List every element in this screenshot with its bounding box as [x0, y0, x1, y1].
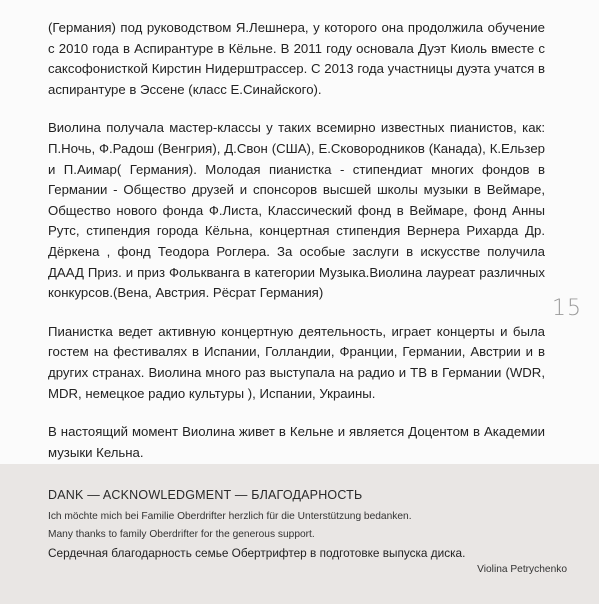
acknowledgment-english: Many thanks to family Oberdrifter for the generous support. [48, 529, 315, 540]
body-text [48, 18, 545, 481]
paragraph-education: (Германия) под руководством Я.Лешнера, у которого она продолжила обучение с 2010 года в Аспирантуре в Кёльне. В 2011 году основала Дуэт Киоль вместе с саксофонисткой Кирстин Нидерштрассер. С 2013 года участницы дуэта учатся в аспирантуре в Эссене (класс Е.Синайского). [48, 20, 545, 97]
signature: Violina Petrychenko [477, 564, 567, 575]
paragraph-masterclasses: Виолина получала мастер-классы у таких всемирно известных пианистов, как: П.Ночь, Ф.Радош (Венгрия), Д.Свон (США), Е.Сковородников (Канада), К.Ельзер и П.Аимар( Германия). Молодая пианистка - стипендиат многих фондов в Германии - Общество друзей и спонсоров высшей школы музыки в Веймаре, Общество нового фонда Ф.Листа, Классический фонд в Веймаре, фонд Анны Рутс, стипендия города Кёльна, концертная стипендия Вернера Рихарда Др. Дёркена , фонд Теодора Роглера. За особые заслуги в искусстве получила ДААД Приз. и приз Фолькванга в категории Музыка.Виолина лауреат различных конкурсов.(Вена, Австрия. Рёсрат Германия) [48, 120, 545, 301]
acknowledgment-section [0, 464, 599, 604]
acknowledgment-russian: Сердечная благодарность семье Обертрифтер в подготовке выпуска диска. [48, 546, 466, 560]
acknowledgment-heading: DANK — ACKNOWLEDGMENT — БЛАГОДАРНОСТЬ [48, 488, 363, 502]
acknowledgment-german: Ich möchte mich bei Familie Oberdrifter herzlich für die Unterstützung bedanken. [48, 511, 412, 522]
paragraph-concerts: Пианистка ведет активную концертную деятельность, играет концерты и была гостем на фестивалях в Испании, Голландии, Франции, Германии, Австрии и в других странах. Виолина много раз выступала на радио и ТВ в Германии (WDR, MDR, немецкое радио культуры ), Испании, Украины. [48, 323, 545, 401]
page-number: 15 [552, 296, 582, 321]
paragraph-current: В настоящий момент Виолина живет в Кельне и является Доцентом в Академии музыки Кельна. [48, 424, 545, 460]
